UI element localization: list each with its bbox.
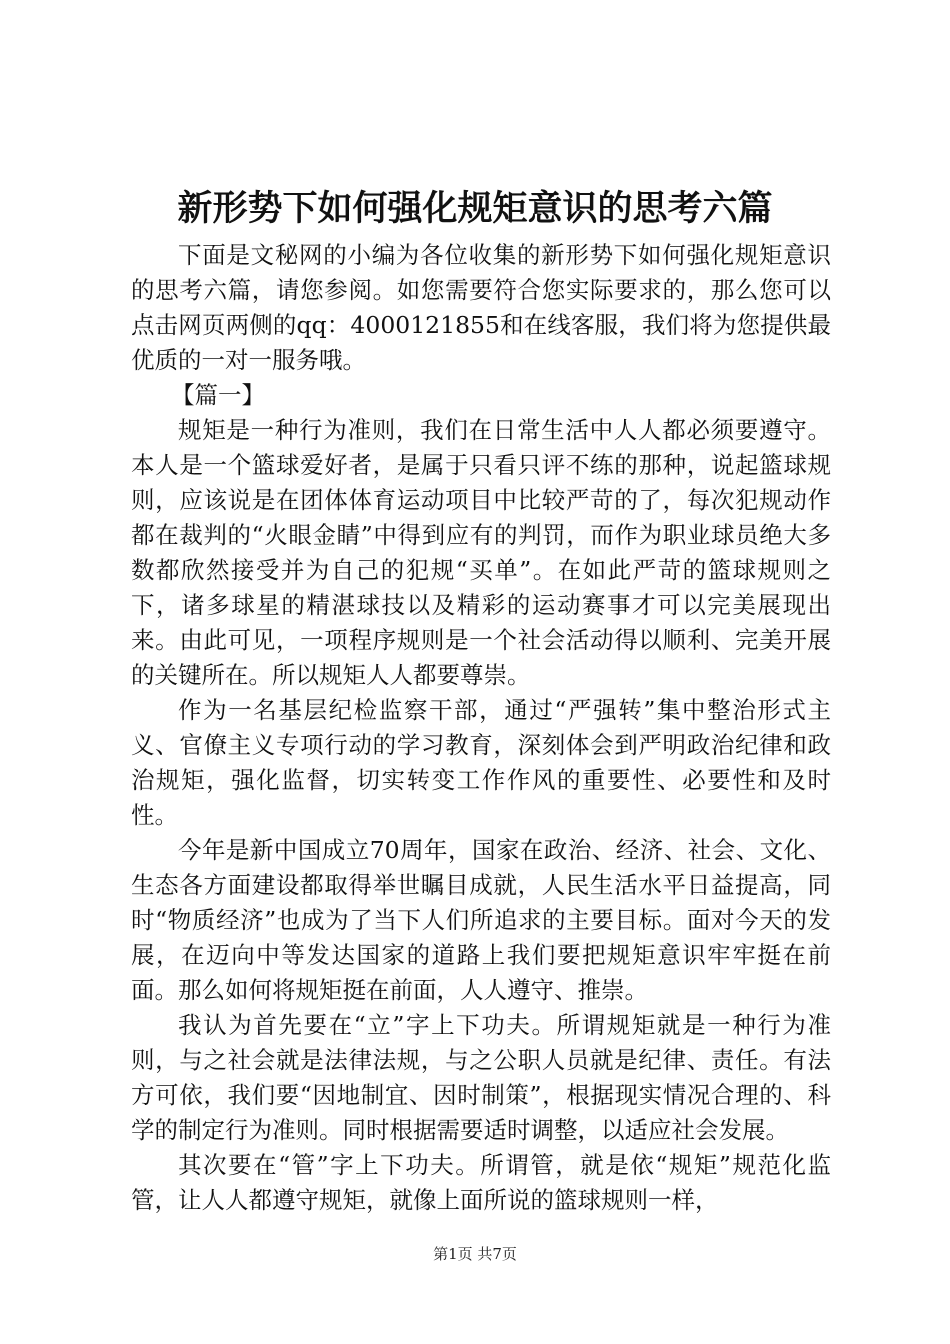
body-paragraph: 其次要在“管”字上下功夫。所谓管，就是依“规矩”规范化监管，让人人都遵守规矩，就像上面所说的篮球规则一样， [131, 1151, 831, 1214]
body-paragraph: 今年是新中国成立70周年，国家在政治、经济、社会、文化、生态各方面建设都取得举世瞩目成就，人民生活水平日益提高，同时“物质经济”也成为了当下人们所追求的主要目标。面对今天的发展，在迈向中等发达国家的道路上我们要把规矩意识牢牢挺在前面。那么如何将规矩挺在前面，人人遵守、推崇。 [131, 836, 831, 1004]
document-title: 新形势下如何强化规矩意识的思考六篇 [177, 188, 773, 229]
section-heading-part-one: 【篇一】 [171, 381, 265, 409]
intro-paragraph: 下面是文秘网的小编为各位收集的新形势下如何强化规矩意识的思考六篇，请您参阅。如您需要符合您实际要求的，那么您可以点击网页两侧的qq：4000121855和在线客服，我们将为您提供最优质的一对一服务哦。 [131, 241, 831, 374]
body-paragraph: 作为一名基层纪检监察干部，通过“严强转”集中整治形式主义、官僚主义专项行动的学习教育，深刻体会到严明政治纪律和政治规矩，强化监督，切实转变工作作风的重要性、必要性和及时性。 [131, 696, 831, 829]
document-body [131, 238, 831, 1218]
page-number-footer: 第1页 共7页 [433, 1245, 517, 1263]
body-paragraph: 我认为首先要在“立”字上下功夫。所谓规矩就是一种行为准则，与之社会就是法律法规，与之公职人员就是纪律、责任。有法方可依，我们要“因地制宜、因时制策”，根据现实情况合理的、科学的制定行为准则。同时根据需要适时调整，以适应社会发展。 [131, 1011, 831, 1144]
body-paragraph: 规矩是一种行为准则，我们在日常生活中人人都必须要遵守。本人是一个篮球爱好者，是属于只看只评不练的那种，说起篮球规则，应该说是在团体体育运动项目中比较严苛的了，每次犯规动作都在裁判的“火眼金睛”中得到应有的判罚，而作为职业球员绝大多数都欣然接受并为自己的犯规“买单”。在如此严苛的篮球规则之下，诸多球星的精湛球技以及精彩的运动赛事才可以完美展现出来。由此可见，一项程序规则是一个社会活动得以顺利、完美开展的关键所在。所以规矩人人都要尊崇。 [131, 416, 831, 689]
